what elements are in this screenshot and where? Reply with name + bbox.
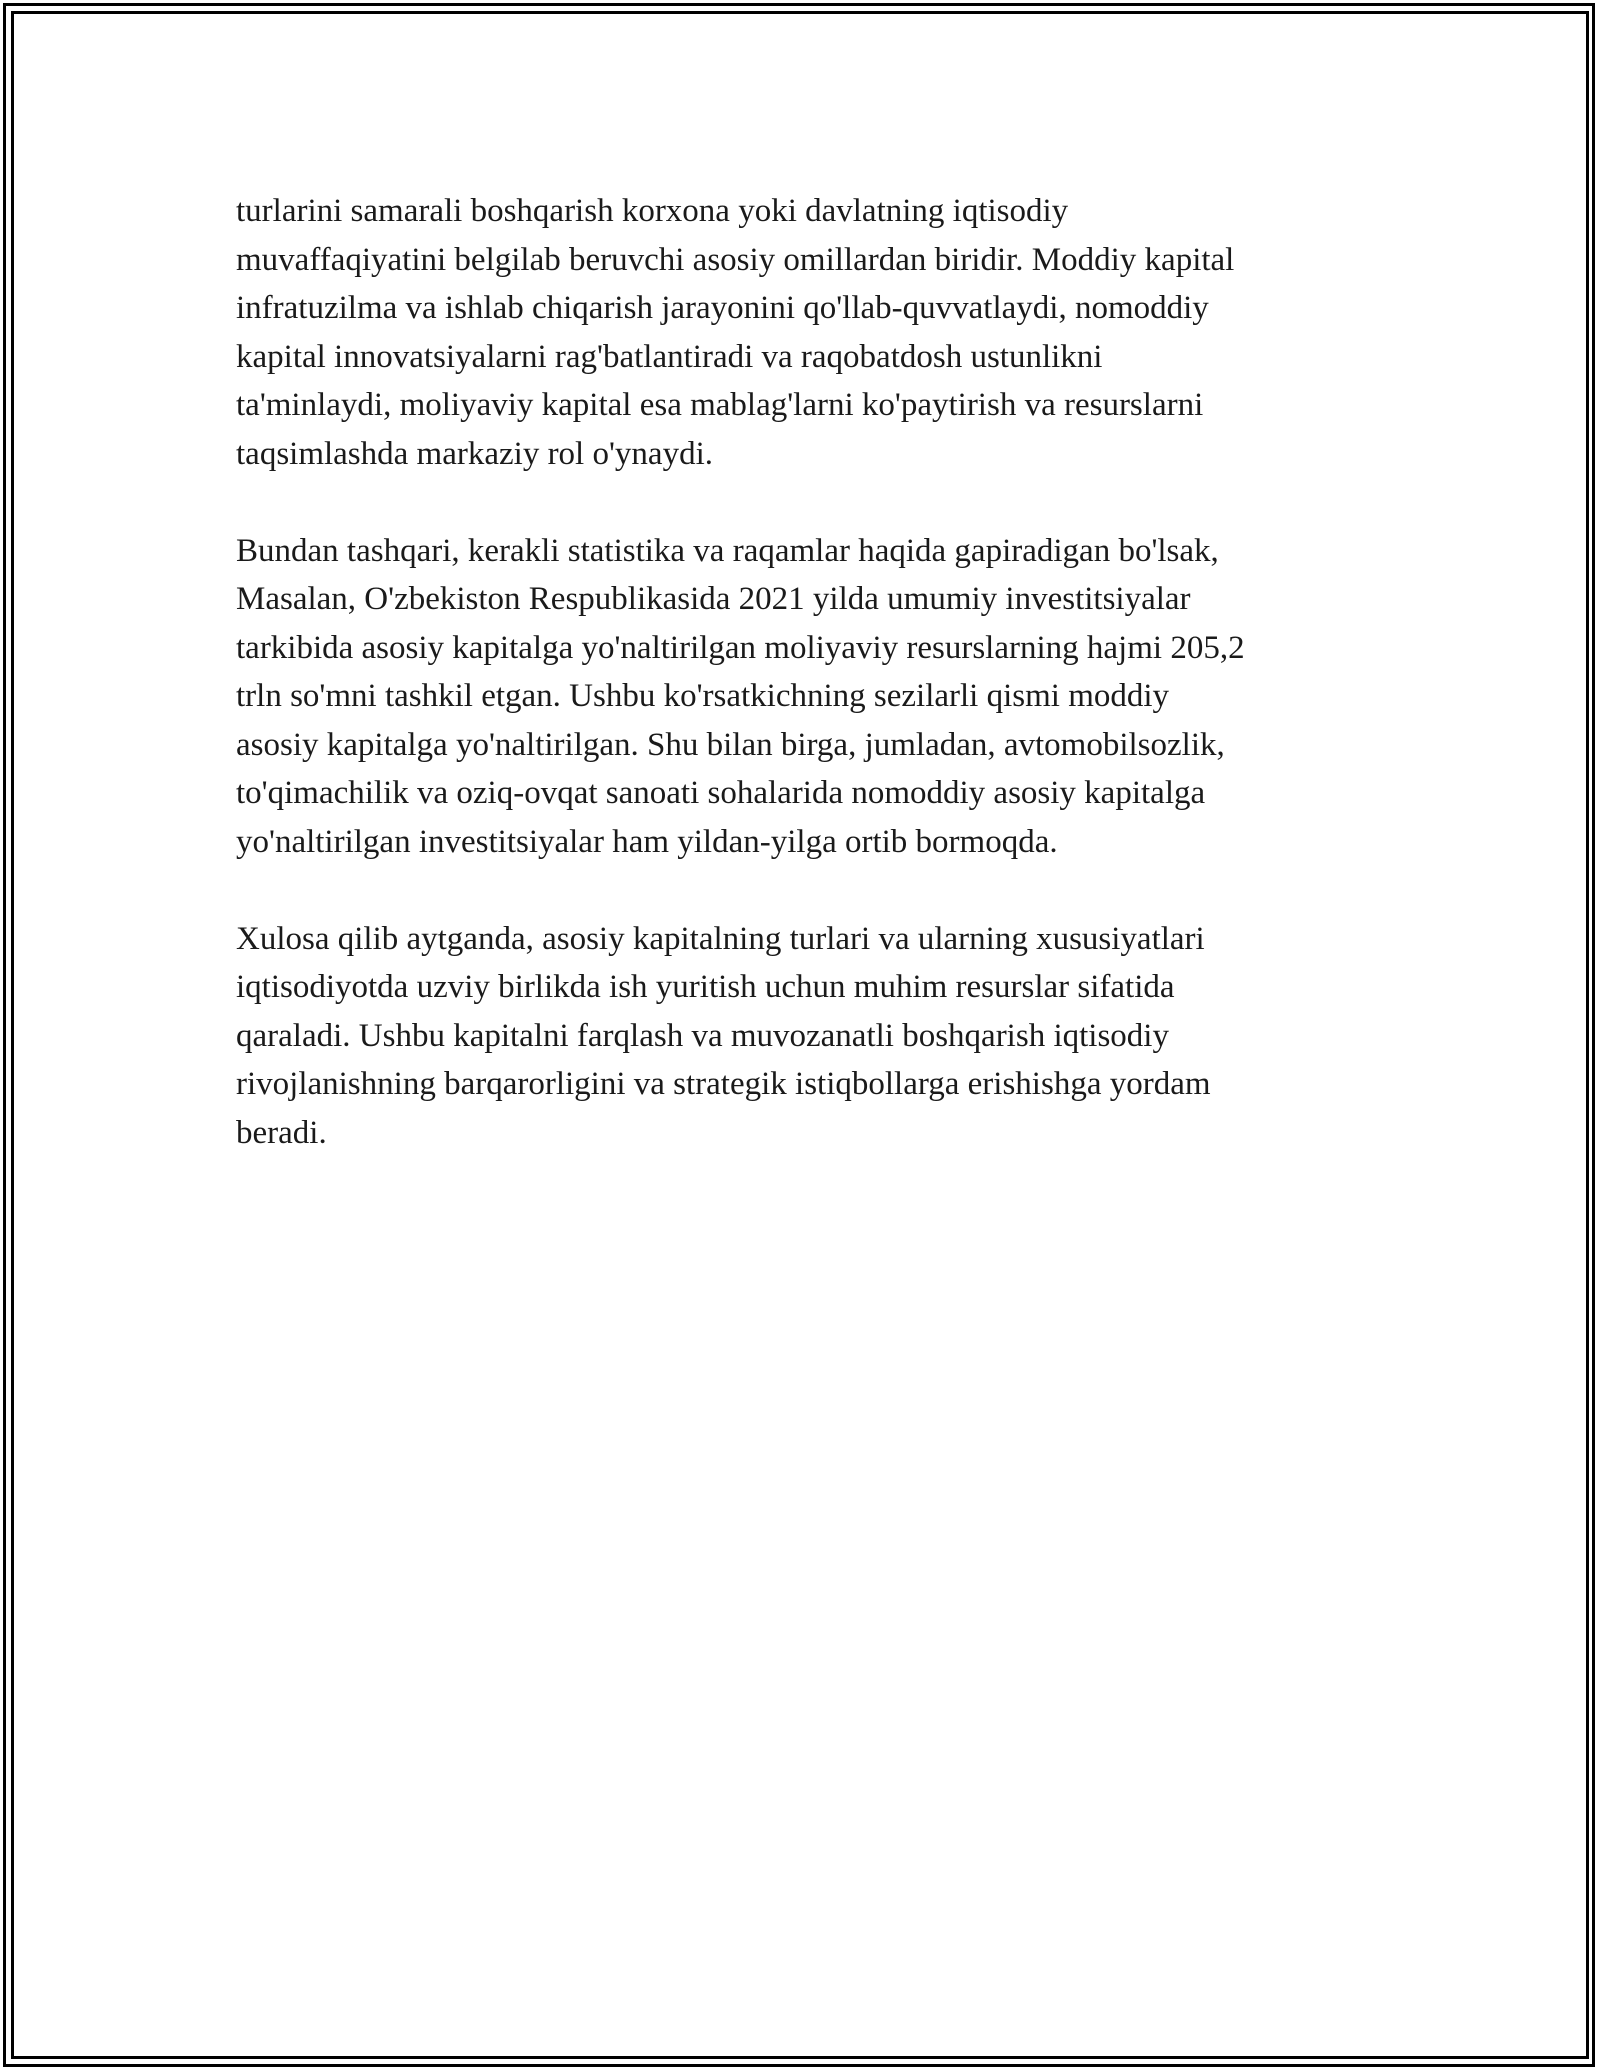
- text-line: to'qimachilik va oziq-ovqat sanoati sohalarida nomoddiy asosiy kapitalga: [236, 775, 1206, 811]
- text-line: taqsimlashda markaziy rol o'ynaydi.: [236, 435, 713, 472]
- text-line: turlarini samarali boshqarish korxona yoki davlatning iqtisodiy: [236, 193, 1069, 229]
- paragraph-conclusion: [236, 915, 1366, 1158]
- paragraph-statistics: [236, 527, 1366, 867]
- text-line: iqtisodiyotda uzviy birlikda ish yuritish uchun muhim resurslar sifatida: [236, 969, 1175, 1005]
- text-line: Masalan, O'zbekiston Respublikasida 2021 yilda umumiy investitsiyalar: [236, 581, 1191, 617]
- paragraph-capital-management: [236, 187, 1366, 478]
- text-line: qaraladi. Ushbu kapitalni farqlash va muvozanatli boshqarish iqtisodiy: [236, 1017, 1169, 1054]
- text-line: asosiy kapitalga yo'naltirilgan. Shu bilan birga, jumladan, avtomobilsozlik,: [236, 726, 1225, 763]
- text-line: Xulosa qilib aytganda, asosiy kapitalning turlari va ularning xususiyatlari: [236, 920, 1205, 957]
- text-line: yo'naltirilgan investitsiyalar ham yildan-yilga ortib bormoqda.: [236, 823, 1058, 860]
- text-line: tarkibida asosiy kapitalga yo'naltirilgan moliyaviy resurslarning hajmi 205,2: [236, 629, 1245, 666]
- text-line: beradi.: [236, 1114, 327, 1151]
- text-line: ta'minlaydi, moliyaviy kapital esa mablag'larni ko'paytirish va resurslarni: [236, 387, 1204, 423]
- text-line: Bundan tashqari, kerakli statistika va raqamlar haqida gapiradigan bo'lsak,: [236, 532, 1219, 569]
- text-line: kapital innovatsiyalarni rag'batlantiradi va raqobatdosh ustunlikni: [236, 338, 1103, 375]
- text-line: rivojlanishning barqarorligini va strategik istiqbollarga erishishga yordam: [236, 1066, 1211, 1102]
- document-body: [236, 187, 1366, 1206]
- text-line: trln so'mni tashkil etgan. Ushbu ko'rsatkichning sezilarli qismi moddiy: [236, 678, 1170, 714]
- text-line: muvaffaqiyatini belgilab beruvchi asosiy omillardan biridir. Moddiy kapital: [236, 241, 1235, 278]
- text-line: infratuzilma va ishlab chiqarish jarayonini qo'llab-quvvatlaydi, nomoddiy: [236, 290, 1209, 326]
